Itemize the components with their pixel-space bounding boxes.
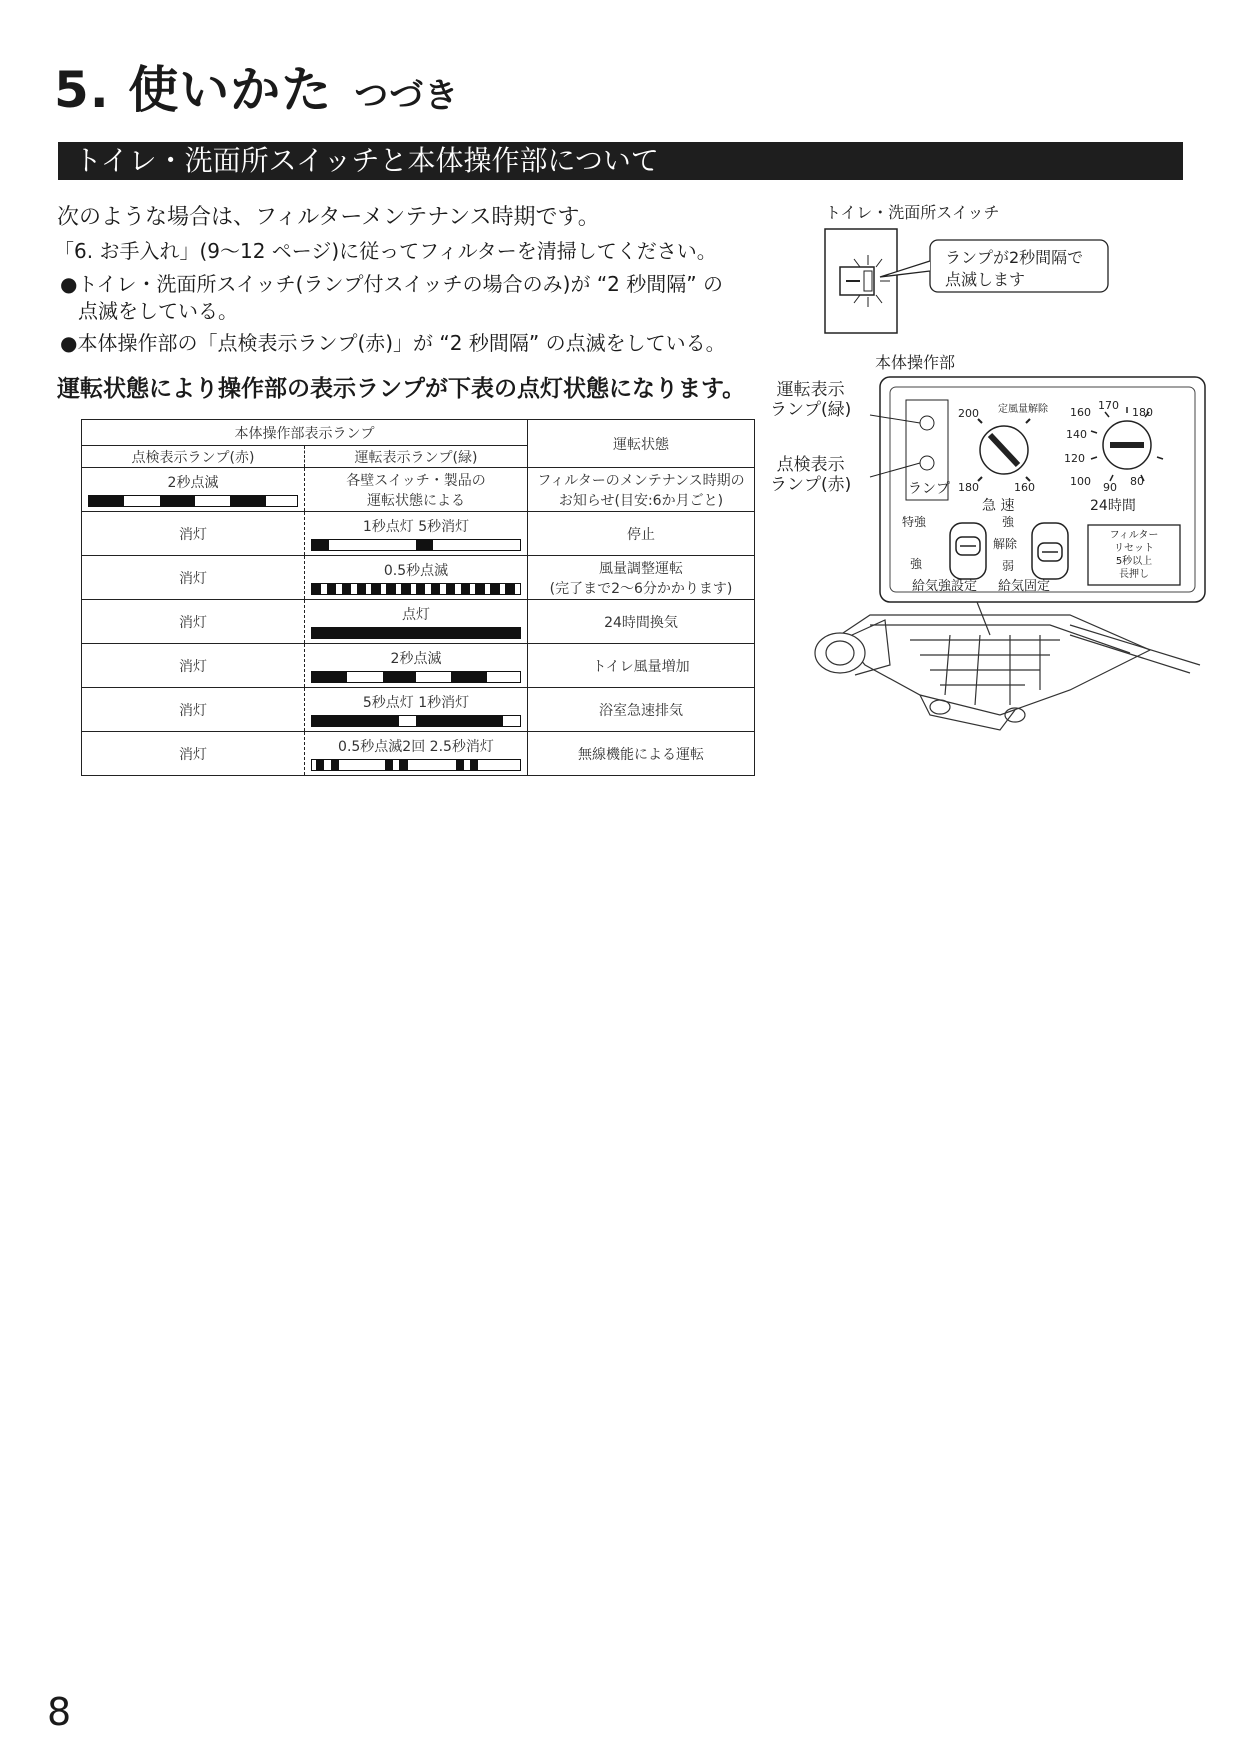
run-lamp-label xyxy=(770,380,851,420)
pattern-segment xyxy=(160,496,195,506)
table-row xyxy=(82,732,755,776)
pattern-segment xyxy=(446,584,455,594)
pattern-segment xyxy=(331,760,339,770)
table-heading: 運転状態により操作部の表示ランプが下表の点灯状態になります。 xyxy=(57,376,746,402)
state-label-2: お知らせ(目安:6か月ごと) xyxy=(558,492,724,509)
dial1-tick-160: 160 xyxy=(1014,481,1035,494)
table-row xyxy=(82,688,755,732)
pattern-segment xyxy=(490,584,499,594)
state-label: 風量調整運転 xyxy=(599,560,683,577)
state-cell xyxy=(528,556,755,600)
panel-title: 本体操作部 xyxy=(875,353,956,372)
dial2-tick-160: 160 xyxy=(1070,406,1091,419)
table-row xyxy=(82,468,755,512)
check-lamp-label-1: 点検表示 xyxy=(776,455,845,475)
run-lamp-label-2: ランプ(緑) xyxy=(770,400,852,420)
dial2-tick-180: 180 xyxy=(1132,406,1153,419)
sw2-name: 給気固定 xyxy=(998,579,1051,594)
red-label: 2秒点滅 xyxy=(167,475,219,491)
sw1-top: 特強 xyxy=(902,515,927,529)
title-main: 5. 使いかた xyxy=(54,61,333,119)
check-lamp-label xyxy=(770,455,851,495)
dial1-name: 急 速 xyxy=(982,498,1015,514)
filter-reset-line-1: フィルター xyxy=(1109,530,1159,541)
header-green-lamp: 運転表示ランプ(緑) xyxy=(305,446,528,468)
pattern-segment xyxy=(399,760,407,770)
pattern-segment xyxy=(401,584,410,594)
lead-text: 次のような場合は、フィルターメンテナンス時期です。 xyxy=(57,205,600,230)
red-cell: 消灯 xyxy=(82,556,305,600)
pattern-segment xyxy=(316,760,324,770)
pattern-segment xyxy=(312,716,399,726)
header-red-lamp: 点検表示ランプ(赤) xyxy=(82,446,305,468)
dial2-name: 24時間 xyxy=(1090,498,1136,514)
filter-reset-label xyxy=(1088,529,1180,581)
switch-title: トイレ・洗面所スイッチ xyxy=(825,203,1000,222)
pattern-segment xyxy=(312,540,329,550)
pattern-segment xyxy=(385,760,393,770)
pattern-segment xyxy=(416,716,503,726)
red-cell: 消灯 xyxy=(82,600,305,644)
dial2-tick-120: 120 xyxy=(1064,452,1085,465)
green-cell xyxy=(305,600,528,644)
dial2-tick-140: 140 xyxy=(1066,428,1087,441)
pattern-segment xyxy=(431,584,440,594)
dial2-tick-80: 80 xyxy=(1130,475,1144,488)
pattern-bar xyxy=(311,627,521,639)
sw2-bottom: 弱 xyxy=(1002,559,1015,573)
state-cell: トイレ風量増加 xyxy=(528,644,755,688)
green-label: 1秒点灯 5秒消灯 xyxy=(362,519,470,535)
green-cell xyxy=(305,644,528,688)
pattern-segment xyxy=(327,584,336,594)
switch-lamp-icon xyxy=(864,271,872,291)
state-cell: 24時間換気 xyxy=(528,600,755,644)
pattern-segment xyxy=(475,584,484,594)
green-cell xyxy=(305,468,528,512)
page-number: 8 xyxy=(47,1690,72,1734)
pattern-segment xyxy=(416,584,425,594)
state-cell: 無線機能による運転 xyxy=(528,732,755,776)
dial1-tick-180: 180 xyxy=(958,481,979,494)
header-panel-lamps: 本体操作部表示ランプ xyxy=(82,420,528,446)
filter-reset-line-3: 5秒以上 xyxy=(1115,556,1153,567)
filter-reset-line-4: 長押し xyxy=(1119,569,1149,580)
pattern-bar xyxy=(311,671,521,683)
sw1-bottom: 強 xyxy=(910,557,923,571)
red-cell: 消灯 xyxy=(82,512,305,556)
pattern-bar xyxy=(311,583,521,595)
reference-text: 「6. お手入れ」(9〜12 ページ)に従ってフィルターを清掃してください。 xyxy=(54,239,717,263)
pattern-bar xyxy=(311,759,521,771)
table-row xyxy=(82,512,755,556)
sw2-top: 強 xyxy=(1002,515,1015,529)
callout-text xyxy=(945,247,1083,291)
pattern-segment xyxy=(470,760,478,770)
green-cell xyxy=(305,732,528,776)
bullet-1-line-1: ●トイレ・洗面所スイッチ(ランプ付スイッチの場合のみ)が “2 秒間隔” の xyxy=(60,272,723,296)
red-cell xyxy=(82,468,305,512)
sw2-mid: 解除 xyxy=(993,537,1018,551)
state-cell xyxy=(528,468,755,512)
table-row xyxy=(82,600,755,644)
green-cell xyxy=(305,556,528,600)
pattern-segment xyxy=(386,584,395,594)
pattern-segment xyxy=(357,584,366,594)
green-label-2: 運転状態による xyxy=(367,492,465,509)
filter-reset-line-2: リセット xyxy=(1114,543,1154,554)
pattern-bar xyxy=(311,539,521,551)
green-label: 0.5秒点滅2回 2.5秒消灯 xyxy=(338,739,494,755)
state-label: フィルターのメンテナンス時期の xyxy=(537,472,745,489)
dial2-tick-170: 170 xyxy=(1098,399,1119,412)
green-label: 0.5秒点滅 xyxy=(383,563,449,579)
red-cell: 消灯 xyxy=(82,732,305,776)
green-label: 5秒点灯 1秒消灯 xyxy=(362,695,470,711)
state-cell: 浴室急速排気 xyxy=(528,688,755,732)
bullet-1-line-2: 点滅をしている。 xyxy=(78,299,238,323)
pattern-segment xyxy=(505,584,514,594)
title-sub: つづき xyxy=(354,76,460,116)
pattern-segment xyxy=(312,672,347,682)
pattern-segment xyxy=(416,540,433,550)
run-lamp-label-1: 運転表示 xyxy=(776,380,845,400)
green-label: 各壁スイッチ・製品の xyxy=(346,472,486,489)
green-cell xyxy=(305,512,528,556)
dial1-tick-200: 200 xyxy=(958,407,979,420)
pattern-segment xyxy=(342,584,351,594)
pattern-segment xyxy=(456,760,464,770)
dial1-label: 定風量解除 xyxy=(998,404,1048,415)
table-row xyxy=(82,644,755,688)
green-label: 点灯 xyxy=(402,607,430,623)
check-lamp-label-2: ランプ(赤) xyxy=(770,475,852,495)
dial2-tick-90: 90 xyxy=(1103,481,1117,494)
sw1-name: 給気強設定 xyxy=(912,579,978,594)
pattern-segment xyxy=(312,628,520,638)
callout-line-1: ランプが2秒間隔で xyxy=(945,248,1084,267)
check-lamp xyxy=(920,456,934,470)
control-diagram xyxy=(770,195,1210,795)
pattern-segment xyxy=(89,496,124,506)
pattern-segment xyxy=(383,672,416,682)
state-label-2: (完了まで2〜6分かかります) xyxy=(549,580,733,597)
state-cell: 停止 xyxy=(528,512,755,556)
green-cell xyxy=(305,688,528,732)
pattern-bar xyxy=(88,495,298,507)
pattern-segment xyxy=(312,584,321,594)
ventilation-unit-illustration xyxy=(815,602,1200,730)
pattern-segment xyxy=(371,584,380,594)
red-cell: 消灯 xyxy=(82,644,305,688)
dial2-tick-100: 100 xyxy=(1070,475,1091,488)
pattern-segment xyxy=(451,672,486,682)
lamp-label: ランプ xyxy=(908,481,950,497)
page-title xyxy=(54,50,459,122)
lamp-state-table xyxy=(81,419,755,776)
section-banner: トイレ・洗面所スイッチと本体操作部について xyxy=(58,142,1183,180)
header-state: 運転状態 xyxy=(528,420,755,468)
run-lamp xyxy=(920,416,934,430)
pattern-bar xyxy=(311,715,521,727)
pattern-segment xyxy=(461,584,470,594)
pattern-segment xyxy=(230,496,265,506)
callout-line-2: 点滅します xyxy=(945,270,1026,289)
green-label: 2秒点滅 xyxy=(390,651,442,667)
red-cell: 消灯 xyxy=(82,688,305,732)
table-row xyxy=(82,556,755,600)
bullet-2: ●本体操作部の「点検表示ランプ(赤)」が “2 秒間隔” の点滅をしている。 xyxy=(60,331,726,355)
